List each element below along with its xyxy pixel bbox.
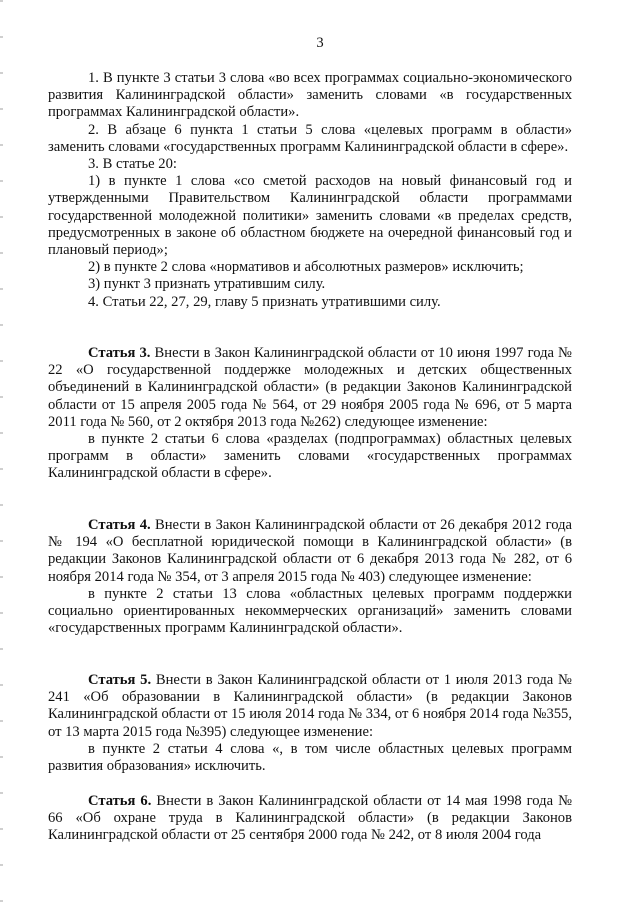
article-6-label: Статья 6. (88, 793, 152, 809)
article-5-paragraph (48, 672, 572, 741)
article-4-change: в пункте 2 статьи 13 слова «областных целевых программ поддержки социально ориентированных некоммерческих организаций» заменить словами «государственных программ Калининградской области». (48, 585, 572, 637)
article-6-section (48, 793, 572, 845)
amendments-list (48, 70, 572, 311)
paragraph-item-3: 3. В статье 20: (88, 156, 177, 173)
article-3-label: Статья 3. (88, 345, 151, 361)
article-5-label: Статья 5. (88, 672, 152, 688)
paragraph-subitem-3: 3) пункт 3 признать утратившим силу. (88, 276, 326, 293)
article-5-text: Внести в Закон Калининградской области от 1 июля 2013 года № 241 «Об образовании в Калининградской области» (в редакции Законов Калининградской области от 15 июля 2014 года № 334, от 6 ноября 2014 года №355, от 13 марта 2015 года №395) следующее изменение: (48, 672, 572, 740)
paragraph-item-2: 2. В абзаце 6 пункта 1 статьи 5 слова «целевых программ в области» заменить словами «государственных программ Калининградской области в сфере». (48, 121, 572, 155)
article-4-label: Статья 4. (88, 517, 151, 533)
article-3-paragraph (48, 345, 572, 431)
article-5-change: в пункте 2 статьи 4 слова «, в том числе областных целевых программ развития образования» исключить. (48, 740, 572, 775)
paragraph-subitem-1: 1) в пункте 1 слова «со сметой расходов на новый финансовый год и утвержденными Правительством Калининградской области программами государственной молодежной политики» заменить словами «в пределах средств, предусмотренных в законе об областном бюджете на очередной финансовый год и плановый период»; (48, 173, 572, 259)
article-5-section (48, 672, 572, 775)
page-number: 3 (316, 35, 324, 51)
article-6-text: Внести в Закон Калининградской области от 14 мая 1998 года № 66 «Об охране труда в Калининградской области» (в редакции Законов Калининградской области от 25 сентября 2000 года № 242, от 8 июля 2004 года (48, 793, 572, 844)
scan-edge-marks (0, 0, 3, 905)
paragraph-item-4: 4. Статьи 22, 27, 29, главу 5 признать утратившими силу. (88, 293, 441, 310)
paragraph-subitem-2: 2) в пункте 2 слова «нормативов и абсолютных размеров» исключить; (88, 259, 524, 276)
paragraph-item-1: 1. В пункте 3 статьи 3 слова «во всех программах социально-экономического развития Калининградской области» заменить словами «в государственных программах Калининградской области». (48, 70, 572, 121)
article-4-paragraph (48, 517, 572, 586)
article-3-section (48, 345, 572, 483)
article-3-change: в пункте 2 статьи 6 слова «разделах (подпрограммах) областных целевых программ в области» заменить словами «государственных программах Калининградской области в сфере». (48, 431, 572, 482)
article-4-section (48, 517, 572, 637)
article-6-paragraph (48, 793, 572, 845)
article-4-text: Внести в Закон Калининградской области от 26 декабря 2012 года № 194 «О бесплатной юридической помощи в Калининградской области» (в редакции Законов Калининградской области от 6 декабря 2013 года № 282, от 6 ноября 2014 года № 354, от 3 апреля 2015 года № 403) следующее изменение: (48, 517, 572, 585)
article-3-text: Внести в Закон Калининградской области от 10 июня 1997 года № 22 «О государственной поддержке молодежных и детских общественных объединений в Калининградской области» (в редакции Законов Калининградской области от 15 апреля 2005 года № 564, от 29 ноября 2005 года № 696, от 5 марта 2011 года № 560, от 2 октября 2013 года №262) следующее изменение: (48, 345, 572, 430)
